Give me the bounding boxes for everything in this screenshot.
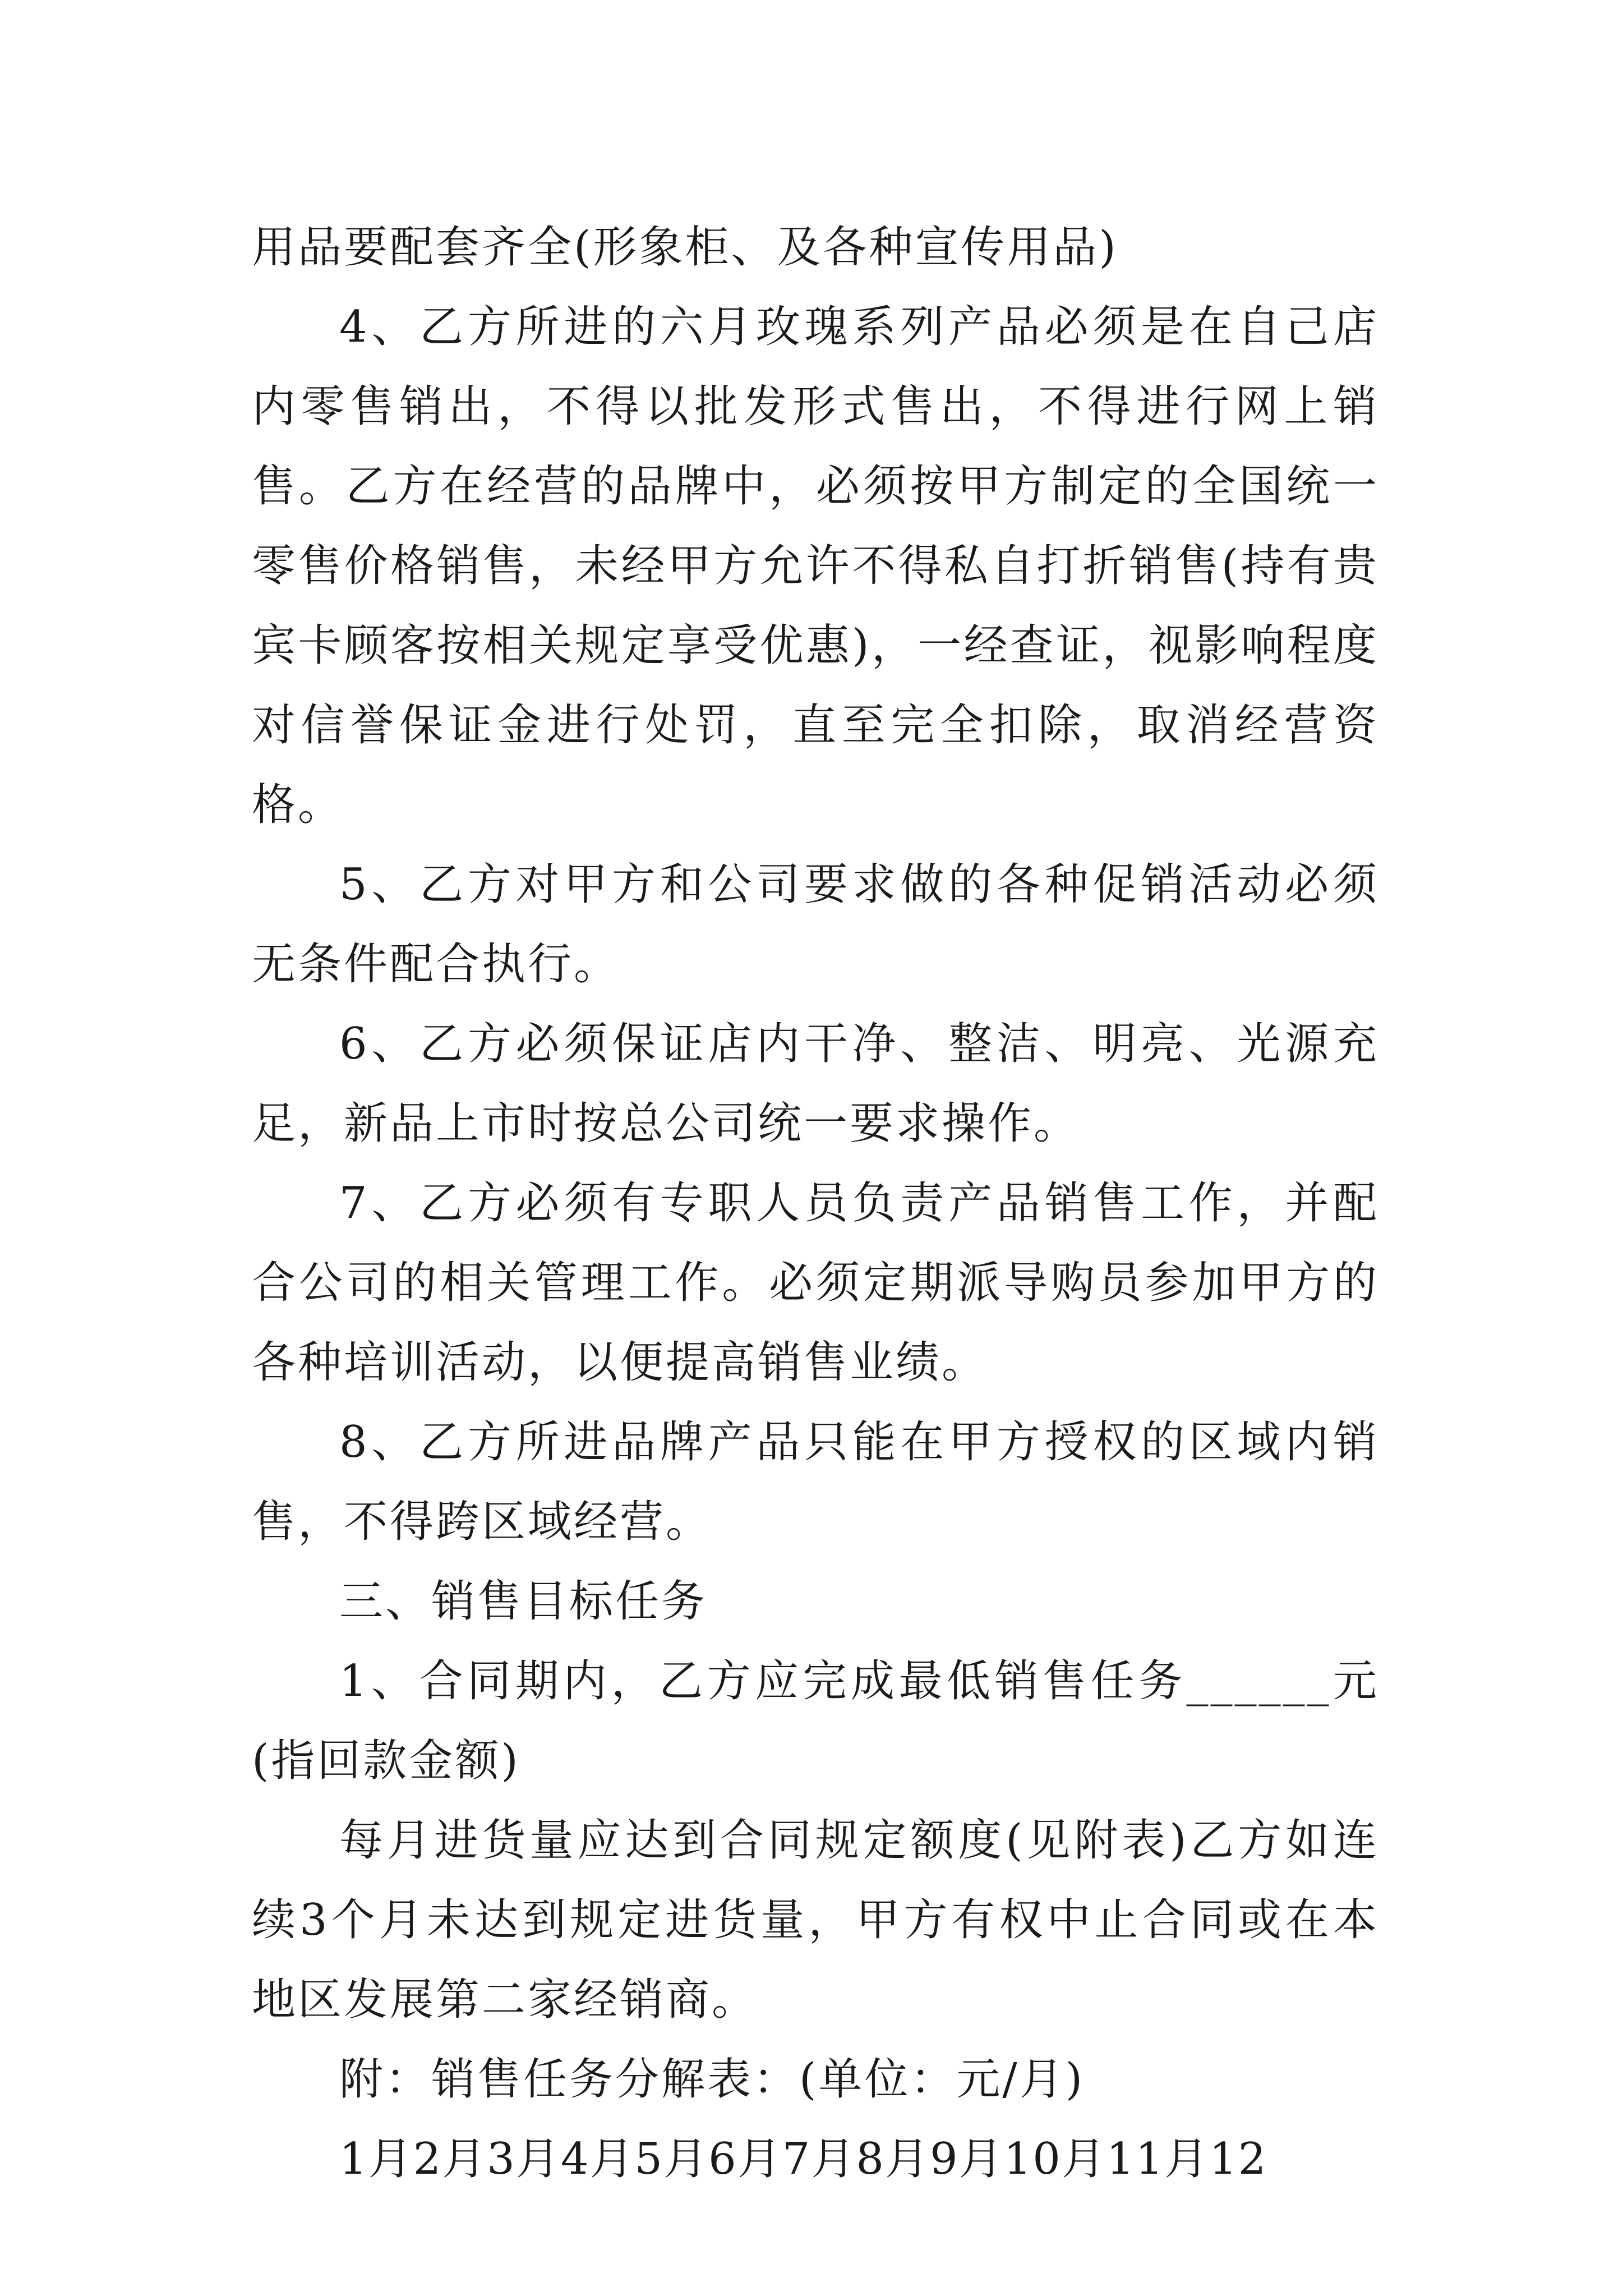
paragraph-item-5-promotions: 5、乙方对甲方和公司要求做的各种促销活动必须无条件配合执行。 bbox=[252, 859, 1379, 990]
minimum-sales-text-after: 元(指回款金额) bbox=[252, 1656, 1379, 1786]
minimum-sales-blank: ______ bbox=[1186, 1656, 1331, 1706]
document-body bbox=[252, 208, 1379, 2199]
section-heading-sales-targets: 三、销售目标任务 bbox=[339, 1576, 708, 1627]
paragraph-supplies: 用品要配套齐全(形象柜、及各种宣传用品) bbox=[252, 222, 1118, 273]
paragraph-item-7-staffing: 7、乙方必须有专职人员负责产品销售工作，并配合公司的相关管理工作。必须定期派导购员参加甲方的各种培训活动，以便提高销售业绩。 bbox=[252, 1178, 1379, 1388]
paragraph-item-4-retail-rules: 4、乙方所进的六月玫瑰系列产品必须是在自己店内零售销出，不得以批发形式售出，不得进行网上销售。乙方在经营的品牌中，必须按甲方制定的全国统一零售价格销售，未经甲方允许不得私自打折销售(持有贵宾卡顾客按相关规定享受优惠)，一经查证，视影响程度对信誉保证金进行处罚，直至完全扣除，取消经营资格。 bbox=[252, 302, 1379, 830]
paragraph-minimum-sales-task bbox=[252, 1641, 1379, 1801]
monthly-task-table-header-row: 1月2月3月4月5月6月7月8月9月10月11月12 bbox=[339, 2134, 1267, 2184]
paragraph-monthly-volume: 每月进货量应达到合同规定额度(见附表)乙方如连续3个月未达到规定进货量，甲方有权中止合同或在本地区发展第二家经销商。 bbox=[252, 1815, 1379, 2025]
paragraph-item-6-store-condition: 6、乙方必须保证店内干净、整洁、明亮、光源充足，新品上市时按总公司统一要求操作。 bbox=[252, 1019, 1379, 1149]
paragraph-item-8-territory: 8、乙方所进品牌产品只能在甲方授权的区域内销售，不得跨区域经营。 bbox=[252, 1417, 1379, 1547]
paragraph-task-table-caption: 附：销售任务分解表：(单位：元/月) bbox=[339, 2054, 1085, 2105]
minimum-sales-text-before: 1、合同期内，乙方应完成最低销售任务 bbox=[339, 1656, 1187, 1706]
